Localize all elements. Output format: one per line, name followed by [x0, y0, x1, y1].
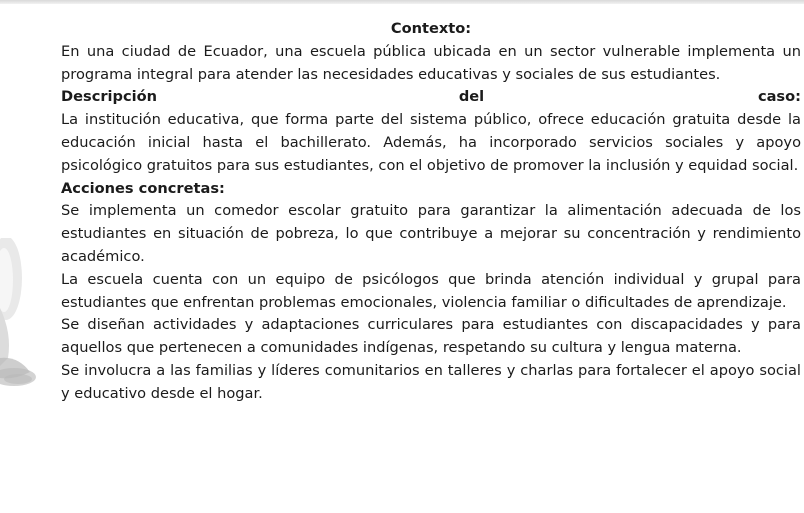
intro-paragraph: En una ciudad de Ecuador, una escuela pública ubicada en un sector vulnerable implementa un programa integral para atender las necesidades educativas y sociales de sus estudiantes. — [61, 42, 801, 83]
action-item-2: La escuela cuenta con un equipo de psicólogos que brinda atención individual y grupal para estudiantes que enfrentan problemas emocionales, violencia familiar o dificultades de aprendizaje. — [61, 270, 801, 311]
figure-illustration-svg — [0, 238, 40, 398]
actions-heading: Acciones concretas: — [61, 179, 225, 197]
top-edge-rule — [0, 0, 804, 4]
description-heading-right: caso: — [757, 88, 801, 106]
context-title: Contexto: — [390, 20, 472, 37]
action-item-1: Se implementa un comedor escolar gratuito para garantizar la alimentación adecuada de los estudiantes en situación de pobreza, lo que contribuye a mejorar su concentración y rendimiento académico. — [61, 202, 801, 265]
action-item-3: Se diseñan actividades y adaptaciones curriculares para estudiantes con discapacidades y para aquellos que pertenecen a comunidades indígenas, respetando su cultura y lengua materna. — [61, 316, 801, 357]
description-heading — [61, 86, 801, 109]
figure-illustration — [0, 238, 40, 398]
document-body — [61, 18, 801, 406]
action-item-4: Se involucra a las familias y líderes comunitarios en talleres y charlas para fortalecer el apoyo social y educativo desde el hogar. — [61, 361, 801, 402]
description-paragraph: La institución educativa, que forma parte del sistema público, ofrece educación gratuita desde la educación inicial hasta el bachillerato. Además, ha incorporado servicios sociales y apoyo psicológico gratuitos para sus estudiantes, con el objetivo de promover la inclusión y equidad social. — [61, 111, 801, 174]
description-heading-left: Descripción — [61, 88, 158, 106]
description-heading-center: del — [458, 88, 485, 106]
